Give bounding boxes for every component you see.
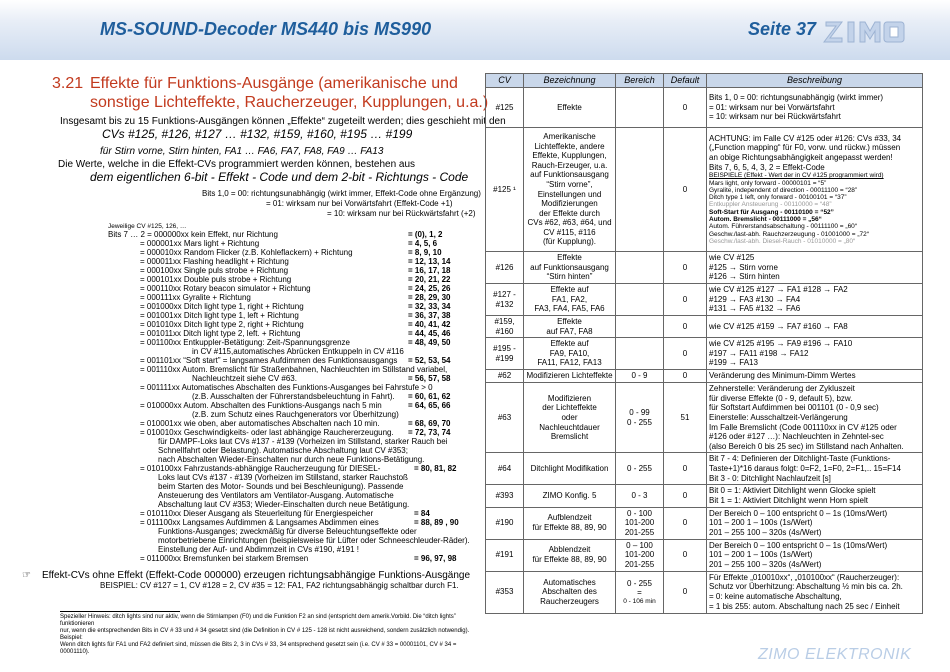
name-text: Effekte <box>557 253 582 263</box>
range-text: 0 – 100 <box>626 540 653 550</box>
name-text: Amerikanische <box>543 131 596 141</box>
effect-value: = 84 <box>414 509 430 518</box>
range-cell <box>616 507 664 539</box>
name-text: für Effekte 88, 89, 90 <box>532 523 607 533</box>
footnote <box>60 614 480 656</box>
effect-row: = 000100xx Single puls strobe + Richtung <box>140 266 289 275</box>
table-row <box>486 370 923 383</box>
description-line: = 10: wirksam nur bei Rückwärtsfahrt <box>709 112 841 122</box>
table-row <box>486 571 923 613</box>
effect-row: = 010000xx Autom. Abschalten des Funktions-Ausgangs nach 5 min <box>140 401 382 410</box>
table-row <box>486 507 923 539</box>
effect-value: = 64, 65, 66 <box>408 401 451 410</box>
range-text: 0 - 106 min <box>623 597 656 605</box>
footnote-rule <box>60 611 180 612</box>
page-number: Seite 37 <box>748 19 817 39</box>
cv-cell <box>486 507 524 539</box>
footnote-line: Spezieller Hinweis: ditch lights sind nur aktiv, wenn die Stirnlampen (F0) und die Funktion F2 an sind (entspricht dem amerik.Vorbild. Die “ditch lights” funktionieren <box>60 614 456 627</box>
name-cell <box>524 453 616 485</box>
effect-row-cont: Schnellfahrt oder Belastung). Automatische Abschaltung laut CV #353; <box>158 446 408 455</box>
default-cell: 0 <box>664 284 707 316</box>
name-text: Lichteffekte, andere <box>534 141 605 151</box>
range-text: 0 - 100 <box>627 508 652 518</box>
name-text: CVs #62, #63, #64, und <box>527 218 612 228</box>
effect-row-cont: (z.B. Ausschalten der Führerstandsbeleuchtung in Fahrt). <box>192 392 395 401</box>
footnote-line: nur, wenn die entsprechenden Bits in CV # 33 und # 34 gesetzt sind (die Definition in CV # 125 - 128 ist nicht ausreichend, sondern zusätzlich notwendig). Beispiel: <box>60 628 470 641</box>
default-cell: 0 <box>664 316 707 338</box>
cv-text: #191 <box>495 550 514 560</box>
description-line: Autom. Führerstandsabschaltung - 00111100 = „60“ <box>709 223 857 231</box>
effect-row: = 001101xx “Soft start” = langsames Aufdimmen des Funktionsausgangs <box>140 356 398 365</box>
effect-row: = 011100xx Langsames Aufdimmen & Langsames Abdimmen eines <box>140 518 379 527</box>
range-cell <box>616 316 664 338</box>
table-row <box>486 316 923 338</box>
name-text: Abblendzeit <box>548 545 591 555</box>
description-line: #199 → FA13 <box>709 358 758 368</box>
effect-row: = 001110xx Autom. Bremslicht für Straßenbahnen, Nachleuchten im Stillstand variabel, <box>140 365 448 374</box>
range-text: 0 - 255 <box>627 578 652 588</box>
effect-row: = 001011xx Ditch light type 2, left. + Richtung <box>140 329 301 338</box>
range-cell <box>616 88 664 128</box>
effect-row: Bits 7 … 2 = 000000xx kein Effekt, nur Richtung <box>108 230 278 239</box>
default-cell: 0 <box>664 571 707 613</box>
effect-row-cont: für DAMPF-Loks laut CVs #137 - #139 (Vorheizen im Stillstand, starker Rauch bei <box>158 437 448 446</box>
name-text: Aufblendzeit <box>547 513 592 523</box>
cv-text: #127 - <box>493 289 516 299</box>
effect-row-cont: (z.B. zum Schutz eines Rauchgenerators vor Überhitzung) <box>192 410 399 419</box>
range-cell <box>616 383 664 453</box>
section-title-line-1: Effekte für Funktions-Ausgänge (amerikanische und <box>90 75 458 92</box>
description-line: wie CV #125 #195 → FA9 #196 → FA10 <box>709 339 853 349</box>
header-range: Bereich <box>616 74 664 88</box>
name-text: Modifizieren Lichteffekte <box>526 371 613 381</box>
effect-row-cont: Nachleuchtzeit siehe CV #63. <box>192 374 297 383</box>
description-line: ACHTUNG: im Falle CV #125 oder #126: CVs #33, 34 <box>709 133 902 143</box>
description-cell <box>707 128 923 252</box>
header-name: Bezeichnung <box>524 74 616 88</box>
effect-value: = 36, 37, 38 <box>408 311 451 320</box>
effect-value: = 60, 61, 62 <box>408 392 451 401</box>
section-number: 3.21 <box>52 75 84 92</box>
effect-row: = 000111xx Gyralite + Richtung <box>140 293 251 302</box>
description-line: #126 → Stirn hinten <box>709 272 780 282</box>
description-line: #126 oder #127 …): Nachleuchten in Zehntel-sec <box>709 432 884 442</box>
name-cell <box>524 252 616 284</box>
cv-text: #190 <box>495 518 514 528</box>
effect-row-cont: in CV #115,automatisches Abrücken Entkuppeln in CV #116 <box>192 347 404 356</box>
description-line: 201 – 255 100 – 320s (4s/Wert) <box>709 527 822 537</box>
range-text: 201-255 <box>624 527 655 537</box>
effect-row: = 010100xx Fahrzustands-abhängige Raucherzeugung für DIESEL- <box>140 464 381 473</box>
name-text: (für Kupplung). <box>543 237 596 247</box>
footnote-line: Wenn ditch lights für FA1 und FA2 definiert sind, müssen die Bits 2, 3 in CVs # 33, 34 entsprechend gesetzt sein (i.e. CV # 33 = 00001101, CV # 34 = 00001110). <box>60 642 457 655</box>
range-cell <box>616 252 664 284</box>
name-cell <box>524 507 616 539</box>
description-line: #125 → Stirn vorne <box>709 262 778 272</box>
cv-text: #132 <box>495 299 514 309</box>
hand-pointer-icon: ☞ <box>22 570 31 581</box>
table-row <box>486 284 923 316</box>
description-cell <box>707 252 923 284</box>
cv-text: #160 <box>495 326 514 336</box>
description-cell <box>707 284 923 316</box>
description-cell <box>707 453 923 485</box>
range-cell <box>616 539 664 571</box>
name-cell <box>524 485 616 507</box>
name-text: Effekte, Kupplungen, <box>532 151 607 161</box>
range-cell <box>616 338 664 370</box>
name-text: für Effekte 88, 89, 90 <box>532 555 607 565</box>
range-text: 0 - 255 <box>627 417 652 427</box>
name-text: auf FA7, FA8 <box>546 326 593 336</box>
effect-row: = 010110xx Dieser Ausgang als Steuerleitung für Energiespeicher <box>140 509 374 518</box>
cv-text: #393 <box>495 491 514 501</box>
name-text: Effekte <box>557 317 582 326</box>
cv-text: #64 <box>497 464 512 474</box>
cv-text: #353 <box>495 587 514 597</box>
header-description: Beschreibung <box>707 74 923 88</box>
cv-text: #195 - <box>493 344 516 354</box>
name-text: der Effekte durch <box>539 208 600 218</box>
description-line: = 1 bis 255: autom. Abschaltung nach 25 sec / Einheit <box>709 601 900 611</box>
description-line: Für Effekte „010010xx“, „010100xx“ (Raucherzeuger): <box>709 572 900 582</box>
range-cell <box>616 370 664 383</box>
default-cell: 0 <box>664 252 707 284</box>
code-structure-line: dem eigentlichen 6-bit - Effekt - Code und dem 2-bit - Richtungs - Code <box>90 170 469 184</box>
name-text: auf Funktionsausgang <box>530 262 609 272</box>
effect-row-cont: Loks laut CVs #137 - #139 (Vorheizen im Stillstand, starker Rauchstoß <box>158 473 408 482</box>
name-cell <box>524 88 616 128</box>
cv-cell <box>486 485 524 507</box>
effect-row: = 000001xx Mars light + Richtung <box>140 239 260 248</box>
cv-cell <box>486 88 524 128</box>
values-intro-line: Die Werte, welche in die Effekt-CVs programmiert werden können, bestehen aus <box>58 159 416 170</box>
effect-value: = 16, 17, 18 <box>408 266 451 275</box>
description-line: Veränderung des Minimum-Dimm Wertes <box>709 371 856 381</box>
cv-cell <box>486 453 524 485</box>
cv-text: #199 <box>495 353 514 363</box>
description-line: wie CV #125 #159 → FA7 #160 → FA8 <box>709 321 848 331</box>
cv-cell <box>486 284 524 316</box>
range-text: = <box>637 588 642 598</box>
name-text: Rauch-Erzeuger, u.a. <box>531 160 608 170</box>
effect-row-cont: Einstellung der Auf- und Abdimmzeit in CVs #190, #191 ! <box>158 545 360 554</box>
range-cell <box>616 284 664 316</box>
document-title: MS-SOUND-Decoder MS440 bis MS990 <box>100 19 432 39</box>
description-line: Bit 1 = 1: Aktiviert Ditchlight wenn Horn spielt <box>709 495 868 505</box>
name-text: Effekte auf <box>550 339 589 349</box>
name-text: Abschalten des <box>542 587 597 597</box>
description-cell <box>707 539 923 571</box>
description-line: Schutz vor Überhitzung: Abschaltung ½ min bis ca. 2h. <box>709 582 903 592</box>
cv-cell <box>486 128 524 252</box>
cv-cell <box>486 383 524 453</box>
description-line: Bits 7, 6, 5, 4, 3, 2 = Effekt-Code <box>709 162 825 172</box>
summary-line: Effekt-CVs ohne Effekt (Effekt-Code 000000) erzeugen richtungsabhängige Funktions-Ausgänge <box>42 570 471 581</box>
range-text: 0 - 255 <box>627 464 652 474</box>
effect-value: = 40, 41, 42 <box>408 320 451 329</box>
bits-line-2: = 10: wirksam nur bei Rückwärtsfahrt (+2) <box>327 209 476 218</box>
table-row <box>486 485 923 507</box>
effect-row-cont: Funktions-Ausganges; zweckmäßig für diverse Beleuchtungseffekte oder <box>158 527 417 536</box>
range-cell <box>616 571 664 613</box>
description-line: wie CV #125 <box>709 253 755 263</box>
name-text: “Stirn vorne”, <box>546 179 593 189</box>
effect-row: = 010001xx wie oben, aber automatisches Abschalten nach 10 min. <box>140 419 380 428</box>
effect-value: = 44, 45, 46 <box>408 329 451 338</box>
description-line: = 01: wirksam nur bei Vorwärtsfahrt <box>709 102 835 112</box>
name-text: Effekte <box>557 102 582 112</box>
name-cell <box>524 316 616 338</box>
description-line: Mars light, only forward - 00000101 = “5” <box>709 179 827 187</box>
description-line: #129 → FA3 #130 → FA4 <box>709 294 801 304</box>
name-cell <box>524 338 616 370</box>
name-text: CV #115, #116 <box>543 227 596 237</box>
bits-line-1: = 01: wirksam nur bei Vorwärtsfahrt (Effekt-Code +1) <box>266 199 453 208</box>
description-line: Im Falle Bremslicht (Code 001110xx in CV #125 oder <box>709 422 897 432</box>
effect-value: = 56, 57, 58 <box>408 374 451 383</box>
description-cell <box>707 88 923 128</box>
name-text: FA3, FA4, FA5, FA6 <box>534 304 605 314</box>
description-cell <box>707 316 923 338</box>
description-line: Der Bereich 0 – 100 entspricht 0 – 1s (10ms/Wert) <box>709 508 888 518</box>
name-text: FA9, FA10, <box>549 348 590 358</box>
description-line: Bits 1, 0 = 00: richtungsunabhängig (wirkt immer) <box>709 93 884 103</box>
effect-value: = 72, 73, 74 <box>408 428 451 437</box>
effect-row: = 011000xx Bremsfunken bei starkem Bremsen <box>140 554 309 563</box>
cv-text: #125 ¹ <box>493 184 516 194</box>
name-cell <box>524 370 616 383</box>
cv-list-line: CVs #125, #126, #127 … #132, #159, #160, #195 … #199 <box>102 127 413 141</box>
effect-value: = 20, 21, 22 <box>408 275 451 284</box>
cv-text: #159, <box>494 317 515 326</box>
effect-row-cont: motorbetriebene Einrichtungen (beispielsweise für Lüfter oder Schneeschleuder-Räder). <box>158 536 470 545</box>
description-line: #197 → FA11 #198 → FA12 <box>709 348 809 358</box>
range-cell <box>616 485 664 507</box>
default-cell: 0 <box>664 453 707 485</box>
effect-row: = 001001xx Ditch light type 1, left + Richtung <box>140 311 299 320</box>
description-line: für Softstart Aufdimmen bei 001101 (0 - 0,9 sec) <box>709 403 879 413</box>
effect-value: = 12, 13, 14 <box>408 257 451 266</box>
cv-cell <box>486 539 524 571</box>
table-row <box>486 338 923 370</box>
default-cell: 0 <box>664 128 707 252</box>
description-line: BEISPIELE (Effekt - Wert der in CV #125 programmiert wird) <box>709 172 884 180</box>
description-line: = 0: keine automatische Abschaltung, <box>709 592 842 602</box>
description-line: Entkuppler Ansteuerung - 00110000 = “48” <box>709 201 832 209</box>
cv-cell <box>486 370 524 383</box>
default-cell: 0 <box>664 88 707 128</box>
effect-row: = 001111xx Automatisches Abschalten des Funktions-Ausganges bei Fahrstufe > 0 <box>140 383 433 392</box>
description-cell <box>707 383 923 453</box>
name-cell <box>524 571 616 613</box>
table-row <box>486 88 923 128</box>
range-text: 101-200 <box>624 518 655 528</box>
default-cell: 0 <box>664 370 707 383</box>
range-text: 0 - 99 <box>629 408 650 418</box>
effect-row-cont: Abschaltung laut CV #353; Wieder-Einschalten durch neue Betätigung. <box>158 500 410 509</box>
description-line: Bit 3 - 0: Ditchlight Nachlaufzeit [s] <box>709 473 831 483</box>
table-header-row <box>486 74 923 88</box>
effect-value: = 4, 5, 6 <box>408 239 438 248</box>
cv-cell <box>486 252 524 284</box>
range-cell <box>616 128 664 252</box>
range-text: 201-255 <box>624 559 655 569</box>
cv-note-line: Jeweilige CV #125, 126, … <box>108 223 187 230</box>
name-text: der Lichteffekte <box>542 403 597 413</box>
bits-line-0: Bits 1,0 = 00: richtungsunabhängig (wirkt immer, Effekt-Code ohne Ergänzung) <box>202 189 481 198</box>
description-line: („Function mapping“ für F0, vorw. und rückw.) müssen <box>709 143 901 153</box>
table-row <box>486 383 923 453</box>
name-text: “Stirn hinten” <box>546 272 593 282</box>
effect-value: = 52, 53, 54 <box>408 356 451 365</box>
effect-value: = 48, 49, 50 <box>408 338 451 347</box>
range-cell <box>616 453 664 485</box>
zimo-logo <box>822 16 908 48</box>
name-text: Modifizierungen <box>541 199 598 209</box>
effect-row: = 000010xx Random Flicker (z.B. Kohleflackern) + Richtung <box>140 248 353 257</box>
name-text: oder <box>561 412 578 422</box>
effect-row: = 000011xx Flashing headlight + Richtung <box>140 257 289 266</box>
section-title-line-2: sonstige Lichteffekte, Raucherzeuger, Kupplungen, u.a.) <box>90 94 489 111</box>
header-default: Default <box>664 74 707 88</box>
description-line: Gyralite, independent of direction - 00011100 = “28” <box>709 186 858 194</box>
default-cell: 0 <box>664 338 707 370</box>
description-line: Zehnerstelle: Veränderung der Zykluszeit <box>709 384 855 394</box>
range-text: 0 - 3 <box>631 491 648 501</box>
effect-row-cont: beim Starten des Motor- Sounds und bei Beschleunigung). Passende <box>158 482 404 491</box>
effect-value: = 68, 69, 70 <box>408 419 451 428</box>
effect-row: = 000101xx Double puls strobe + Richtung <box>140 275 292 284</box>
cv-cell <box>486 571 524 613</box>
effect-value: = 8, 9, 10 <box>408 248 442 257</box>
name-text: Nachleuchtdauer <box>539 422 600 432</box>
description-line: Autom. Bremslicht - 00111000 = „56“ <box>709 215 822 223</box>
effect-row: = 010010xx Geschwindigkeits- oder last abhängige Rauchererzeugung. <box>140 428 394 437</box>
default-cell: 0 <box>664 485 707 507</box>
effect-value: = 88, 89 , 90 <box>414 518 459 527</box>
cv-cell <box>486 338 524 370</box>
output-list-line: für Stirn vorne, Stirn hinten, FA1 … FA6, FA7, FA8, FA9 … FA13 <box>100 146 384 157</box>
description-cell <box>707 507 923 539</box>
effect-row: = 000110xx Rotary beacon simulator + Richtung <box>140 284 311 293</box>
default-cell: 0 <box>664 539 707 571</box>
name-text: FA1, FA2, <box>551 294 588 304</box>
default-cell: 0 <box>664 507 707 539</box>
table-row <box>486 128 923 252</box>
name-cell <box>524 128 616 252</box>
name-text: Ditchlight Modifikation <box>530 464 609 474</box>
description-line: 101 – 200 1 – 100s (1s/Wert) <box>709 518 813 528</box>
default-cell: 51 <box>664 383 707 453</box>
effect-row-cont: nach Abschalten Wieder-Einschalten nur durch neue Funktions-Betätigung. <box>158 455 425 464</box>
name-text: Effekte auf <box>550 285 589 295</box>
description-line: 101 – 200 1 – 100s (1s/Wert) <box>709 550 813 560</box>
intro-line: Insgesamt bis zu 15 Funktions-Ausgängen können „Effekte“ zugeteilt werden; dies geschieht mit den <box>60 116 506 127</box>
effect-row: = 001010xx Ditch light type 2, right + Richtung <box>140 320 304 329</box>
description-cell <box>707 370 923 383</box>
cv-text: #63 <box>497 412 512 422</box>
cv-text: #62 <box>497 371 512 381</box>
name-cell <box>524 383 616 453</box>
description-line: (also Bereich 0 bis 25 sec) im Stillstand nach Anhalten. <box>709 441 904 451</box>
table-row <box>486 453 923 485</box>
cv-table <box>485 73 923 614</box>
effect-value: = 96, 97, 98 <box>414 554 457 563</box>
description-line: Bit 0 = 1: Aktiviert Ditchlight wenn Glocke spielt <box>709 486 876 496</box>
table-row <box>486 252 923 284</box>
description-line: für diverse Effekte (0 - 9, default 5), bzw. <box>709 393 853 403</box>
name-text: Automatisches <box>543 577 596 587</box>
description-line: 201 – 255 100 – 320s (4s/Wert) <box>709 559 822 569</box>
name-cell <box>524 284 616 316</box>
description-line: Einerstelle: Ausschaltzeit-Verlängerung <box>709 412 848 422</box>
name-text: Raucherzeugers <box>540 596 599 606</box>
description-line: an obige Richtungsabhängigkeit angepasst werden! <box>709 153 893 163</box>
name-text: FA11, FA12, FA13 <box>537 358 602 368</box>
description-line: #131 → FA5 #132 → FA6 <box>709 304 801 314</box>
range-text: 0 - 9 <box>631 371 648 381</box>
effect-value: = 24, 25, 26 <box>408 284 451 293</box>
effect-row: = 001000xx Ditch light type 1, right + Richtung <box>140 302 304 311</box>
cv-text: #125 <box>495 102 514 112</box>
effect-value: = 28, 29, 30 <box>408 293 451 302</box>
example-line: BEISPIEL: CV #127 = 1, CV #128 = 2, CV #35 = 12: FA1, FA2 richtungsabhängig schaltbar durch F1. <box>100 581 459 590</box>
effect-row: = 001100xx Entkuppler-Betätigung: Zeit-/Spannungsgrenze <box>140 338 350 347</box>
description-line: Soft-Start für Ausgang - 00110100 = “52” <box>709 208 834 216</box>
name-cell <box>524 539 616 571</box>
description-line: wie CV #125 #127 → FA1 #128 → FA2 <box>709 285 848 295</box>
effect-value: = 32, 33, 34 <box>408 302 451 311</box>
name-text: auf Funktionsausgang <box>530 170 609 180</box>
effect-row-cont: Ansteuerung des Ventilators am Ventilator-Ausgang. Automatische <box>158 491 394 500</box>
name-text: Bremslicht <box>550 432 589 442</box>
description-line: Ditch type 1 left, only forward - 00100101 = “37” <box>709 194 847 202</box>
description-line: Bit 7 - 4: Definieren der Ditchlight-Taste (Funktions- <box>709 454 891 464</box>
name-text: Einstellungen und <box>537 189 602 199</box>
description-cell <box>707 571 923 613</box>
name-text: ZIMO Konfig. 5 <box>542 491 597 501</box>
name-text: Modifizieren <box>547 393 592 403</box>
description-line: Der Bereich 0 – 100 entspricht 0 – 1s (10ms/Wert) <box>709 540 888 550</box>
effect-value: = (0), 1, 2 <box>408 230 443 239</box>
description-cell <box>707 485 923 507</box>
effect-value: = 80, 81, 82 <box>414 464 457 473</box>
description-line: Taste+1)*16 daraus folgt: 0=F2, 1=F0, 2=F1,.. 15=F14 <box>709 464 901 474</box>
description-line: Geschw./last-abh. Diesel-Rauch - 01010000 = „80“ <box>709 237 856 245</box>
description-cell <box>707 338 923 370</box>
range-text: 101-200 <box>624 550 655 560</box>
cv-cell <box>486 316 524 338</box>
description-line: Geschw./last-abh. Rauchzerzeugung - 01001000 = „72“ <box>709 230 869 238</box>
header-cv: CV <box>486 74 524 88</box>
footer-brand: ZIMO ELEKTRONIK <box>758 646 912 663</box>
table-row <box>486 539 923 571</box>
cv-text: #126 <box>495 262 514 272</box>
